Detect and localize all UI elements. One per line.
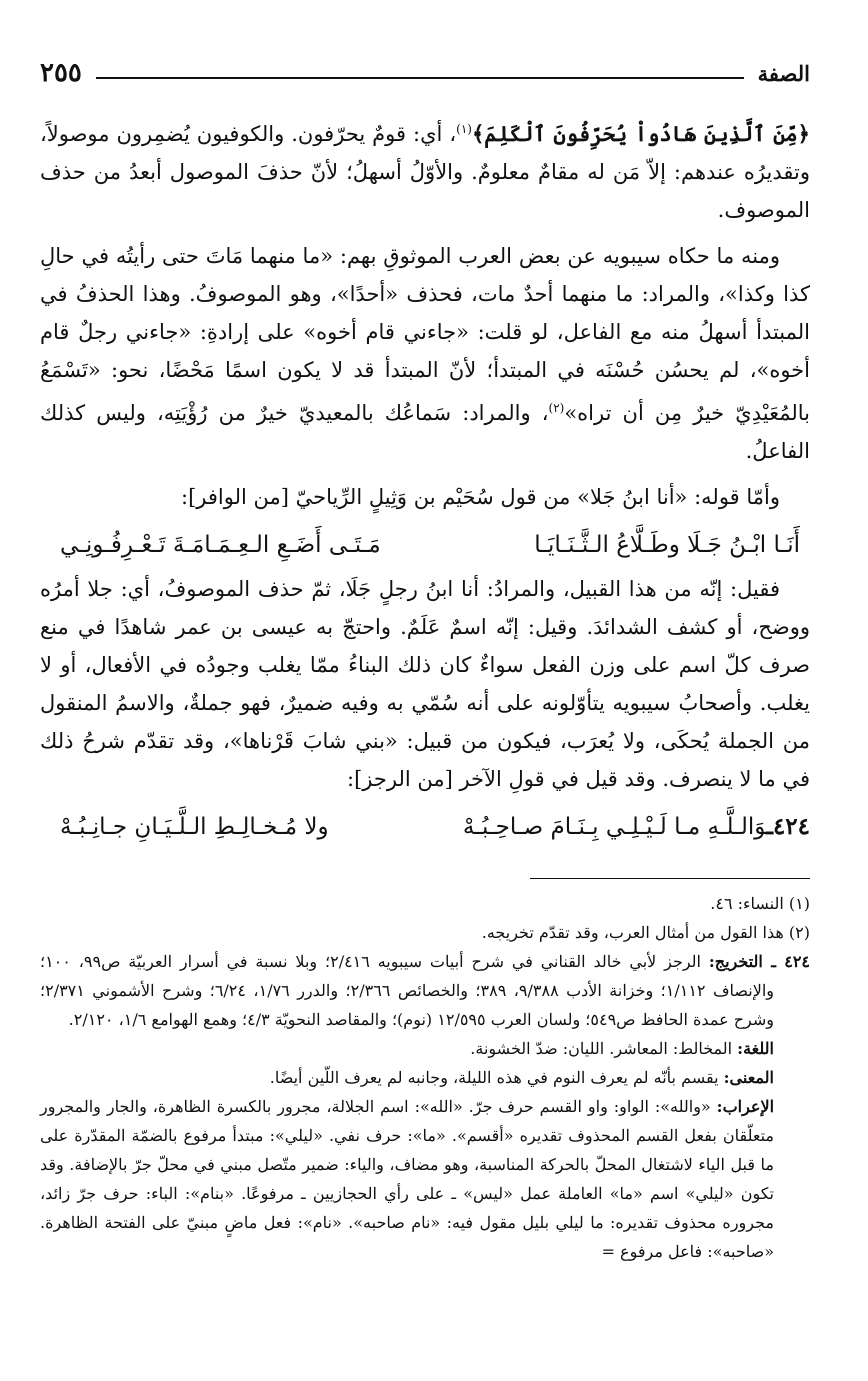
footnote-divider xyxy=(530,878,810,879)
verse-1-first-hemistich: أَنَـا ابْـنُ جَـلَا وطَـلَّاعُ الـثَّـنَـايَـا xyxy=(534,532,800,558)
footnote-mark-1: (١) xyxy=(456,122,472,136)
takhrij-label: ٤٢٤ ـ التخريج: xyxy=(708,952,811,971)
footnote-lugha xyxy=(40,1034,810,1063)
paragraph-4: فقيل: إنّه من هذا القبيل، والمرادُ: أنا ابنُ رجلٍ جَلَا، ثمّ حذف الموصوفُ، أي: جلا أمرُه ووضح، أو كشف الشدائدَ. وقيل: إنّه اسمٌ عَلَمٌ. واحتجّ به عيسى بن عمر شاهدًا في منع صرف كلّ اسم على وزن الفعل سواءٌ كان ذلك البناءُ ممّا يغلب وجودُه في الأفعال، أو لا يغلب. وأصحابُ سيبويه يتأوّلونه على أنه سُمّي به وفيه ضميرٌ، فهو جملةٌ، والاسمُ المنقول من الجملة يُحكَى، ولا يُعرَب، فيكون من قبيل: «بني شابَ قَرْناها»، وقد تقدّم شرحُ ذلك في ما لا ينصرف. وقد قيل في قولِ الآخر [من الرجز]: xyxy=(40,577,810,791)
footnote-maana xyxy=(40,1063,810,1092)
paragraph-1 xyxy=(40,110,810,229)
lugha-label: اللغة: xyxy=(737,1039,774,1058)
verse-number: ٤٢٤ـ xyxy=(766,813,810,840)
page-number: ٢٥٥ xyxy=(40,58,82,88)
footnotes xyxy=(40,889,810,1266)
poetry-verse-2 xyxy=(40,806,810,848)
verse-2-first-hemistich xyxy=(463,806,810,848)
irab-text: «والله»: الواو: واو القسم حرف جرّ. «الله»: اسم الجلالة، مجرور بالكسرة الظاهرة، والجار والمجرور متعلّقان بفعل القسم المحذوف تقديره «أقسم». «ما»: حرف نفي. «ليلي»: مبتدأ مرفوع بالضمّة المقدّرة على ما قبل الياء لاشتغال المحلّ بالحركة المناسبة، وهو مضاف، والياء: ضمير متّصل مبني في محلّ جرّ بالإضافة. وقد تكون «ليلي» اسم «ما» العاملة عمل «ليس» ـ على رأي الحجازيين ـ مرفوعًا. «بنام»: الباء: حرف جرّ زائد، مجروره محذوف تقديره: ما ليلي بليل مقول فيه: «نام صاحبه». «نام»: فعل ماضٍ مبنيّ على الفتحة الظاهرة. «صاحبه»: فاعل مرفوع = xyxy=(40,1097,774,1261)
paragraph-1-text: ، أي: قومٌ يحرّفون. والكوفيون يُضمِرون موصولاً، وتقديرُه عندهم: إلاّ مَن له مقامٌ معلومٌ. والأوّلُ أسهلُ؛ لأنّ حذفَ الموصول أبعدُ من حذف الموصوف. xyxy=(40,122,810,222)
maana-text: يقسم بأنّه لم يعرف النوم في هذه الليلة، وجانبه لم يعرف اللّين أيضًا. xyxy=(269,1068,724,1087)
paragraph-2 xyxy=(40,237,810,470)
page-header xyxy=(40,56,810,90)
verse-2-first-text: وَالـلَّـهِ مـا لَـيْـلِـي بِـنَـامَ صـاحِـبُـهْ xyxy=(462,814,767,840)
irab-label: الإعراب: xyxy=(716,1097,775,1116)
header-rule xyxy=(96,77,744,79)
quran-quote: ﴿مِّنَ ٱلَّذِينَ هَادُواْ يُحَرِّفُونَ ٱلْكَلِمَ﴾ xyxy=(471,121,810,146)
footnote-mark-2: (٢) xyxy=(548,401,565,415)
main-text xyxy=(40,110,810,848)
paragraph-2-text: ومنه ما حكاه سيبويه عن بعض العرب الموثوقِ بهم: «ما منهما مَاتَ حتى رأيتُه في حالِ كذا وكذا»، والمراد: ما منهما أحدٌ مات، فحذف «أحدًا»، وهو الموصوفُ. وهذا الحذفُ في المبتدأ أسهلُ منه مع الفاعل، لو قلت: «جاءني قام أخوه» على إرادةِ: «جاءني رجلٌ قام أخوه»، لم يحسُن حُسْنَه في المبتدأ؛ لأنّ المبتدأ قد لا يكون اسمًا مَحْضًا، نحو: «تَسْمَعُ بالمُعَيْدِيّ خيرٌ مِن أن تراه» xyxy=(40,244,810,425)
poetry-verse-1 xyxy=(40,524,810,566)
footnote-takhrij xyxy=(40,947,810,1034)
lugha-text: المخالط: المعاشر. الليان: ضدّ الخشونة. xyxy=(470,1039,738,1058)
running-title: الصفة xyxy=(757,60,810,86)
verse-1-second-hemistich: مَـتَـى أَضَـعِ الـعِـمَـامَـةَ تَـعْـرِفُـونِـي xyxy=(60,532,381,558)
paragraph-2-rest: ، والمراد: سَماعُك بالمعيديّ خيرٌ من رُؤْيَتِه، وليس كذلك الفاعلُ. xyxy=(40,401,810,463)
takhrij-text: الرجز لأبي خالد القناني في شرح أبيات سيبويه ٢/٤١٦؛ وبلا نسبة في أسرار العربيّة ص٩٩، ١٠٠؛ والإنصاف ١/١١٢؛ وخزانة الأدب ٩/٣٨٨، ٣٨٩؛ والخصائص ٢/٣٦٦؛ والدرر ١/٧٦، ٦/٢٤؛ وشرح الأشموني ٢/٣٧١؛ وشرح عمدة الحافظ ص٥٤٩؛ ولسان العرب ١٢/٥٩٥ (نوم)؛ والمقاصد النحويّة ٤/٣؛ وهمع الهوامع ١/٦، ٢/١٢٠. xyxy=(40,952,775,1029)
footnote-2: (٢) هذا القول من أمثال العرب، وقد تقدّم تخريجه. xyxy=(481,923,810,942)
maana-label: المعنى: xyxy=(723,1068,774,1087)
verse-2-second-hemistich: ولا مُـخـالِـطِ الـلَّـيَـانِ جـانِـبُـهْ xyxy=(60,814,329,840)
footnote-irab xyxy=(40,1092,810,1266)
paragraph-3: وأمّا قوله: «أنا ابنُ جَلا» من قول سُحَيْم بن وَثِيلٍ الرِّياحيّ [من الوافر]: xyxy=(181,485,780,509)
footnote-1: (١) النساء: ٤٦. xyxy=(710,894,810,913)
